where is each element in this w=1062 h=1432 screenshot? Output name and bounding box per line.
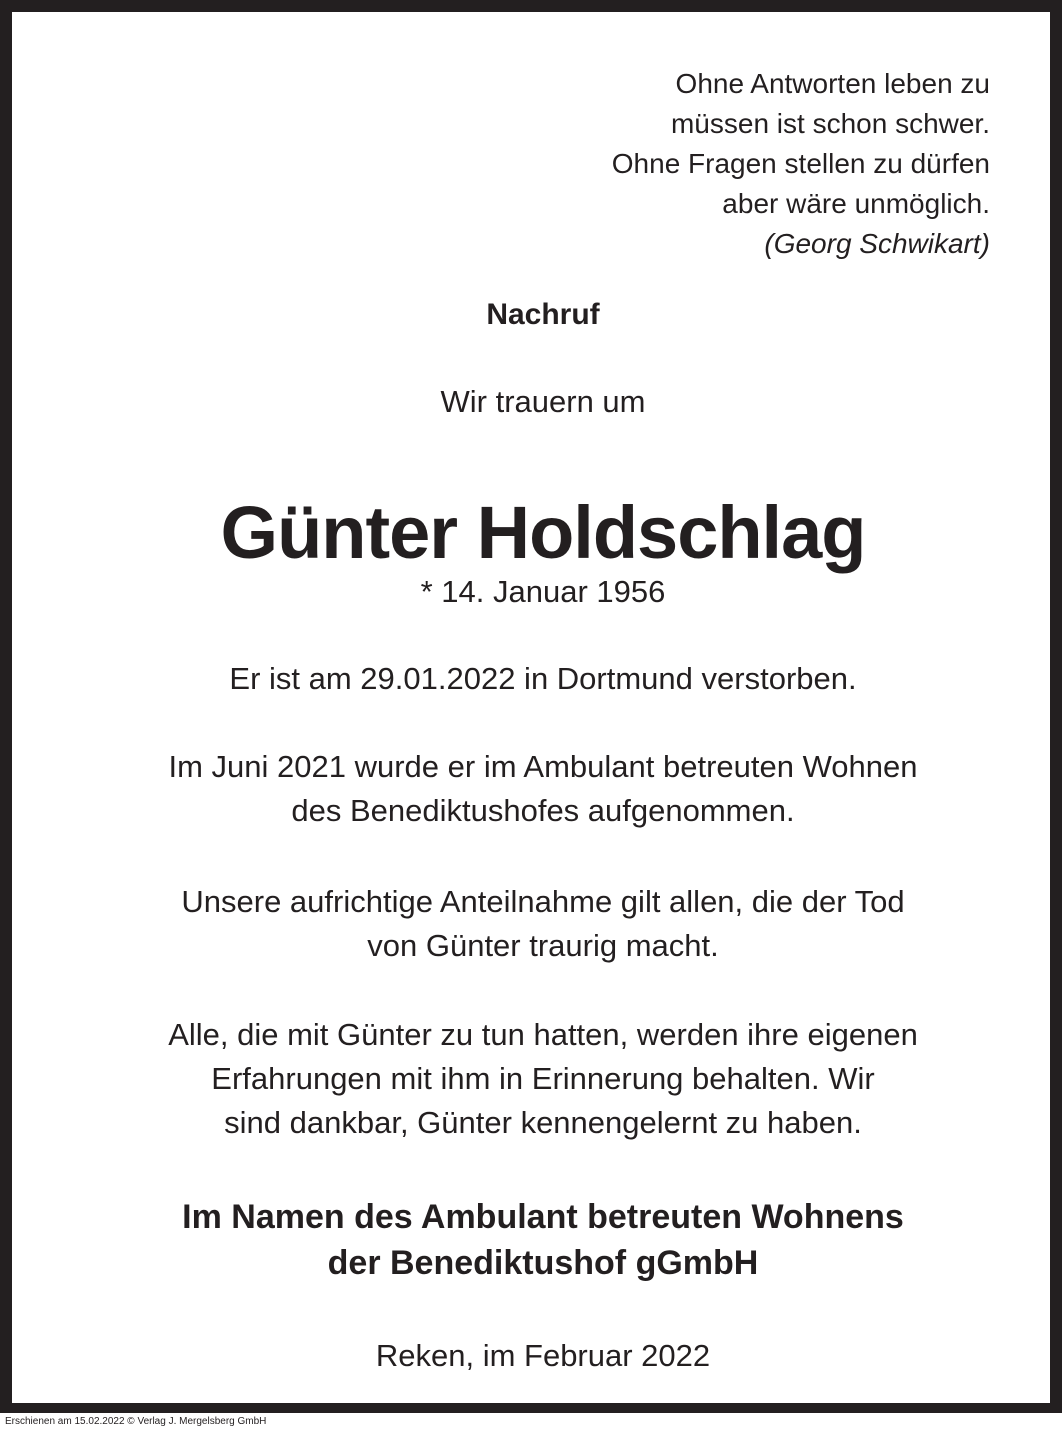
quote-line: müssen ist schon schwer. bbox=[670, 108, 990, 139]
paragraph-line: Im Juni 2021 wurde er im Ambulant betreuten Wohnen bbox=[168, 749, 918, 784]
paragraph-line: Unsere aufrichtige Anteilnahme gilt allen, die der Tod bbox=[181, 884, 905, 919]
quote-line: Ohne Antworten leben zu bbox=[675, 68, 990, 99]
signature-line: Im Namen des Ambulant betreuten Wohnens bbox=[182, 1198, 904, 1236]
publication-footer bbox=[0, 1413, 1062, 1432]
quote-line: Ohne Fragen stellen zu dürfen bbox=[611, 148, 990, 179]
footer-text: Erschienen am 15.02.2022 © Verlag J. Mergelsberg GmbH bbox=[5, 1416, 267, 1427]
quote-line: aber wäre unmöglich. bbox=[722, 188, 990, 219]
quote-author: (Georg Schwikart) bbox=[764, 228, 990, 259]
paragraph-line: sind dankbar, Günter kennengelernt zu haben. bbox=[224, 1105, 862, 1140]
paragraph-condolence bbox=[24, 880, 1062, 968]
death-notice: Er ist am 29.01.2022 in Dortmund verstorben. bbox=[229, 661, 857, 696]
paragraph-memories bbox=[24, 1013, 1062, 1145]
deceased-name: Günter Holdschlag bbox=[220, 491, 866, 574]
paragraph-line: von Günter traurig macht. bbox=[367, 928, 719, 963]
page-title: Nachruf bbox=[486, 298, 600, 331]
place-date: Reken, im Februar 2022 bbox=[375, 1338, 711, 1373]
paragraph-residence bbox=[24, 745, 1062, 833]
signature-block bbox=[24, 1194, 1062, 1286]
quote-block bbox=[470, 64, 990, 264]
signature-line: der Benediktushof gGmbH bbox=[327, 1244, 759, 1282]
intro-text: Wir trauern um bbox=[440, 384, 646, 419]
paragraph-line: Erfahrungen mit ihm in Erinnerung behalten. Wir bbox=[211, 1061, 875, 1096]
birth-date: * 14. Januar 1956 bbox=[420, 574, 666, 609]
paragraph-line: des Benediktushofes aufgenommen. bbox=[291, 793, 795, 828]
paragraph-line: Alle, die mit Günter zu tun hatten, werden ihre eigenen bbox=[168, 1017, 918, 1052]
